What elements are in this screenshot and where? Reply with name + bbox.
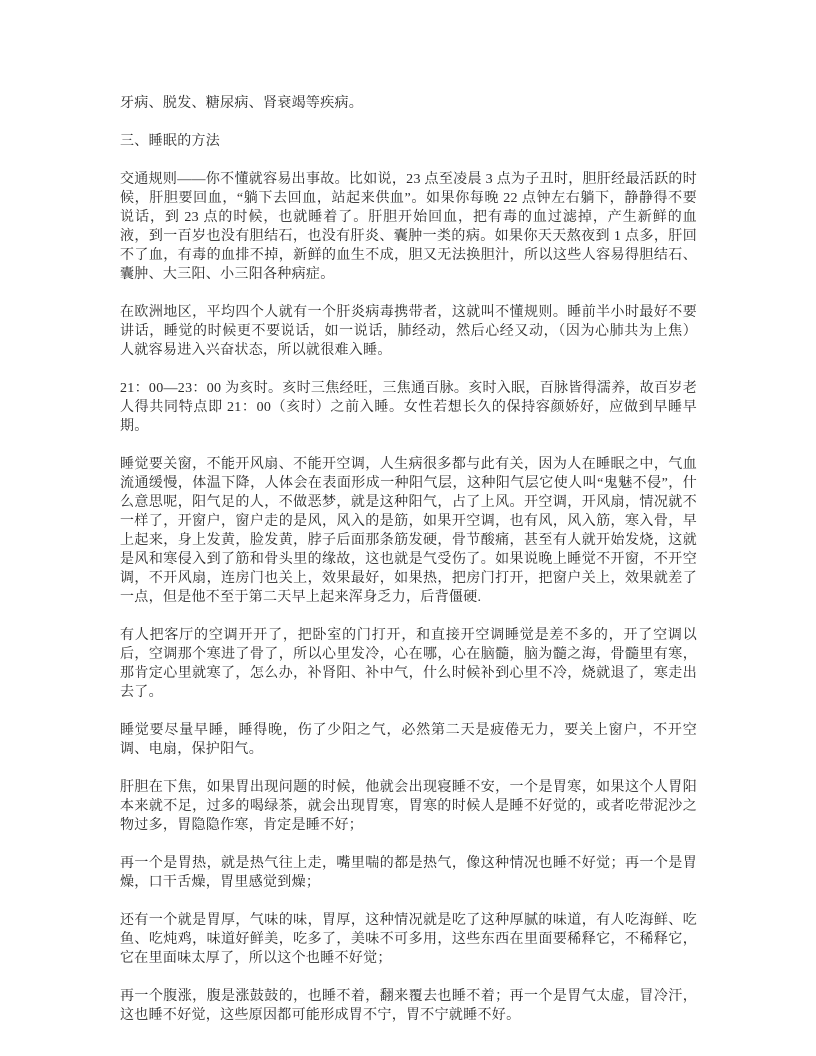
paragraph-sleep-early: 睡觉要尽量早睡，睡得晚，伤了少阳之气，必然第二天是疲倦无力，要关上窗户，不开空调、电扇，保护阳气。 xyxy=(120,723,697,757)
paragraph-stomach-thick: 还有一个就是胃厚，气味的味，胃厚，这种情况就是吃了这种厚腻的味道，有人吃海鲜、吃鱼、吃炖鸡，味道好鲜美，吃多了，美味不可多用，这些东西在里面要稀释它，不稀释它，它在里面味太厚了，所以这个也睡不好觉； xyxy=(120,913,697,966)
paragraph-traffic-rules-liver: 交通规则——你不懂就容易出事故。比如说，23 点至凌晨 3 点为子丑时，胆肝经最活跃的时候，肝胆要回血，“躺下去回血，站起来供血”。如果你每晚 22 点钟左右躺下，静静得不要说话，到 23 点的时候，也就睡着了。肝胆开始回血，把有毒的血过滤掉，产生新鲜的血液，到一百岁也没有胆结石，也没有肝炎、囊肿一类的病。如果你天天熬夜到 1 点多，肝回不了血，有毒的血排不掉，新鲜的血生不成，胆又无法换胆汁，所以这些人容易得胆结石、囊肿、大三阳、小三阳各种病症。 xyxy=(120,172,697,282)
paragraph-close-window: 睡觉要关窗，不能开风扇、不能开空调，人生病很多都与此有关，因为人在睡眠之中，气血流通缓慢，体温下降，人体会在表面形成一种阳气层，这种阳气层它使人叫“鬼魅不侵”，什么意思呢，阳气足的人，不做恶梦，就是这种阳气，占了上风。开空调，开风扇，情况就不一样了，开窗户，窗户走的是风，风入的是筋，如果开空调，也有风，风入筋，寒入骨，早上起来，身上发黄，脸发黄，脖子后面那条筋发硬，骨节酸痛，甚至有人就开始发烧，这就是风和寒侵入到了筋和骨头里的缘故，这也就是气受伤了。如果说晚上睡觉不开窗，不开空调，不开风扇，连房门也关上，效果最好，如果热，把房门打开，把窗户关上，效果就差了一点，但是他不至于第二天早上起来浑身乏力，后背僵硬. xyxy=(120,457,697,605)
paragraph-diseases-tail: 牙病、脱发、糖尿病、肾衰竭等疾病。 xyxy=(120,96,364,111)
paragraph-bloating: 再一个腹涨，腹是涨鼓鼓的，也睡不着，翻来覆去也睡不着；再一个是胃气太虚，冒冷汗，这也睡不好觉，这些原因都可能形成胃不宁，胃不宁就睡不好。 xyxy=(120,989,697,1023)
section-heading-sleep-methods: 三、睡眠的方法 xyxy=(120,134,221,149)
document-body xyxy=(120,94,697,1025)
paragraph-livingroom-aircon: 有人把客厅的空调开开了，把卧室的门打开，和直接开空调睡觉是差不多的，开了空调以后，空调那个寒进了骨了，所以心里发冷，心在哪，心在脑髓，脑为髓之海，骨髓里有寒，那肯定心里就寒了，怎么办，补肾阳、补中气，什么时候补到心里不冷，烧就退了，寒走出去了。 xyxy=(120,628,697,700)
paragraph-europe-hepatitis: 在欧洲地区，平均四个人就有一个肝炎病毒携带者，这就叫不懂规则。睡前半小时最好不要讲话，睡觉的时候更不要说话，如一说话，肺经动，然后心经又动，（因为心肺共为上焦）人就容易进入兴奋状态，所以就很难入睡。 xyxy=(120,305,697,358)
paragraph-stomach-heat: 再一个是胃热，就是热气往上走，嘴里喘的都是热气，像这种情况也睡不好觉；再一个是胃燥，口干舌燥，胃里感觉到燥； xyxy=(120,856,697,890)
paragraph-stomach-cold: 肝胆在下焦，如果胃出现问题的时候，他就会出现寝睡不安，一个是胃寒，如果这个人胃阳本来就不足，过多的喝绿茶，就会出现胃寒，胃寒的时候人是睡不好觉的，或者吃带泥沙之物过多，胃隐隐作寒，肯定是睡不好； xyxy=(120,780,697,833)
paragraph-haishi-timing: 21：00—23：00 为亥时。亥时三焦经旺，三焦通百脉。亥时入眠，百脉皆得濡养，故百岁老人得共同特点即 21：00（亥时）之前入睡。女性若想长久的保持容颜娇好，应做到早睡早期。 xyxy=(120,381,697,434)
